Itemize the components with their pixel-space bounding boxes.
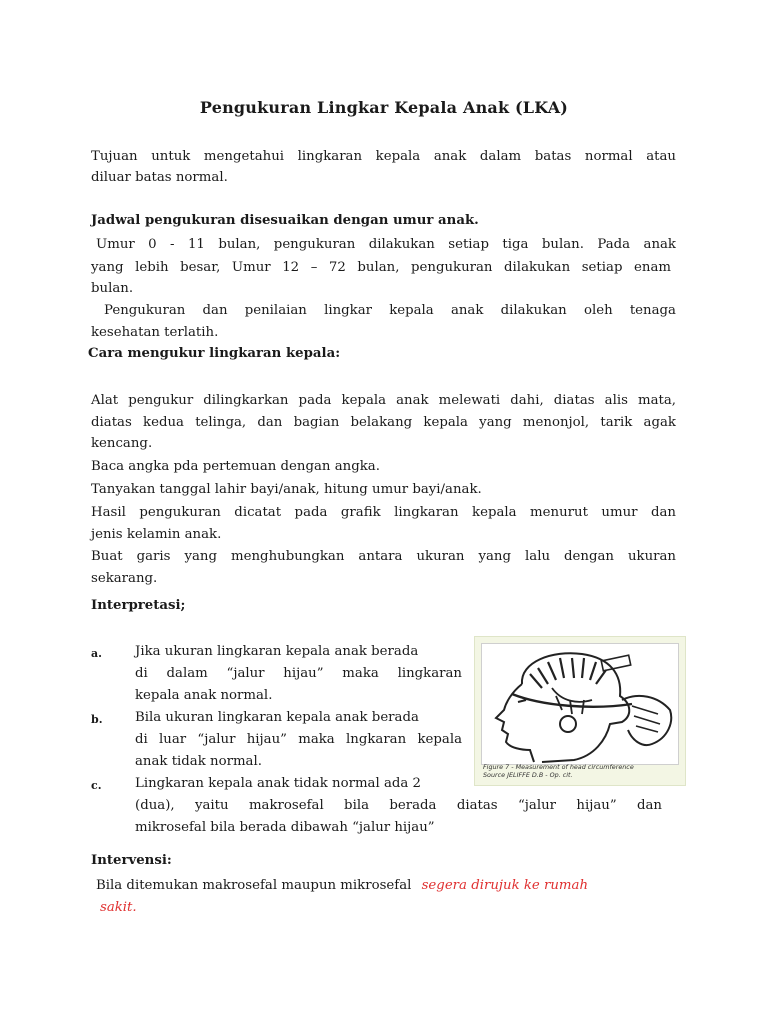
- page-title: Pengukuran Lingkar Kepala Anak (LKA): [199, 98, 569, 117]
- intervensi-text: Bila ditemukan makrosefal maupun mikrosefal: [96, 878, 412, 893]
- cara-step-5-line-2: sekarang.: [91, 571, 158, 586]
- cara-step-4-line-1: Hasil pengukuran dicatat pada grafik lingkaran kepala menurut umur dan: [91, 505, 676, 520]
- figure-caption-line-1: Figure 7 - Measurement of head circumference: [483, 763, 634, 771]
- head-measurement-figure: [474, 636, 686, 786]
- interp-c-line-2: (dua), yaitu makrosefal bila berada diatas “jalur hijau” dan: [135, 798, 662, 813]
- cara-step-1-line-3: kencang.: [91, 436, 153, 451]
- jadwal-p2-line-1: Pengukuran dan penilaian lingkar kepala anak dilakukan oleh tenaga: [104, 303, 676, 318]
- intervensi-heading: Intervensi:: [91, 853, 172, 868]
- cara-step-3: Tanyakan tanggal lahir bayi/anak, hitung umur bayi/anak.: [91, 482, 482, 497]
- cara-step-5-line-1: Buat garis yang menghubungkan antara ukuran yang lalu dengan ukuran: [91, 549, 676, 564]
- intervensi-line-1: [96, 875, 676, 898]
- interpretasi-heading: Interpretasi;: [91, 598, 186, 613]
- head-measurement-illustration: [481, 643, 679, 765]
- interp-a-line-1: Jika ukuran lingkaran kepala anak berada: [135, 644, 419, 659]
- interp-b-line-1: Bila ukuran lingkaran kepala anak berada: [135, 710, 419, 725]
- jadwal-p1-line-3: bulan.: [91, 281, 134, 296]
- cara-step-4-line-2: jenis kelamin anak.: [91, 527, 222, 542]
- interp-c-line-3: mikrosefal bila berada dibawah “jalur hijau”: [135, 820, 435, 835]
- jadwal-heading: Jadwal pengukuran disesuaikan dengan umur anak.: [91, 213, 479, 228]
- interp-a-line-3: kepala anak normal.: [135, 688, 273, 703]
- list-letter-b: b.: [91, 713, 103, 726]
- jadwal-p1-line-2: yang lebih besar, Umur 12 – 72 bulan, pengukuran dilakukan setiap enam: [91, 260, 671, 275]
- interp-a-line-2: di dalam “jalur hijau” maka lingkaran: [135, 666, 462, 681]
- list-letter-a: a.: [91, 647, 102, 660]
- intervensi-referral-line-2: sakit.: [100, 900, 137, 915]
- interp-b-line-3: anak tidak normal.: [135, 754, 262, 769]
- interp-c-line-1: Lingkaran kepala anak tidak normal ada 2: [135, 776, 422, 791]
- interp-b-line-2: di luar “jalur hijau” maka lngkaran kepala: [135, 732, 462, 747]
- cara-step-2: Baca angka pda pertemuan dengan angka.: [91, 459, 380, 474]
- tujuan-line-1: Tujuan untuk mengetahui lingkaran kepala anak dalam batas normal atau: [91, 149, 676, 164]
- jadwal-p1-line-1: Umur 0 - 11 bulan, pengukuran dilakukan setiap tiga bulan. Pada anak: [96, 237, 676, 252]
- jadwal-p2-line-2: kesehatan terlatih.: [91, 325, 219, 340]
- cara-step-1-line-2: diatas kedua telinga, dan bagian belakang kepala yang menonjol, tarik agak: [91, 415, 676, 430]
- figure-caption-line-2: Source JELIFFE D.B - Op. cit.: [483, 771, 573, 779]
- list-letter-c: c.: [91, 779, 102, 792]
- tujuan-line-2: diluar batas normal.: [91, 170, 228, 185]
- intervensi-referral-text: segera dirujuk ke rumah: [421, 878, 589, 893]
- cara-heading: Cara mengukur lingkaran kepala:: [88, 346, 341, 361]
- cara-step-1-line-1: Alat pengukur dilingkarkan pada kepala anak melewati dahi, diatas alis mata,: [91, 393, 676, 408]
